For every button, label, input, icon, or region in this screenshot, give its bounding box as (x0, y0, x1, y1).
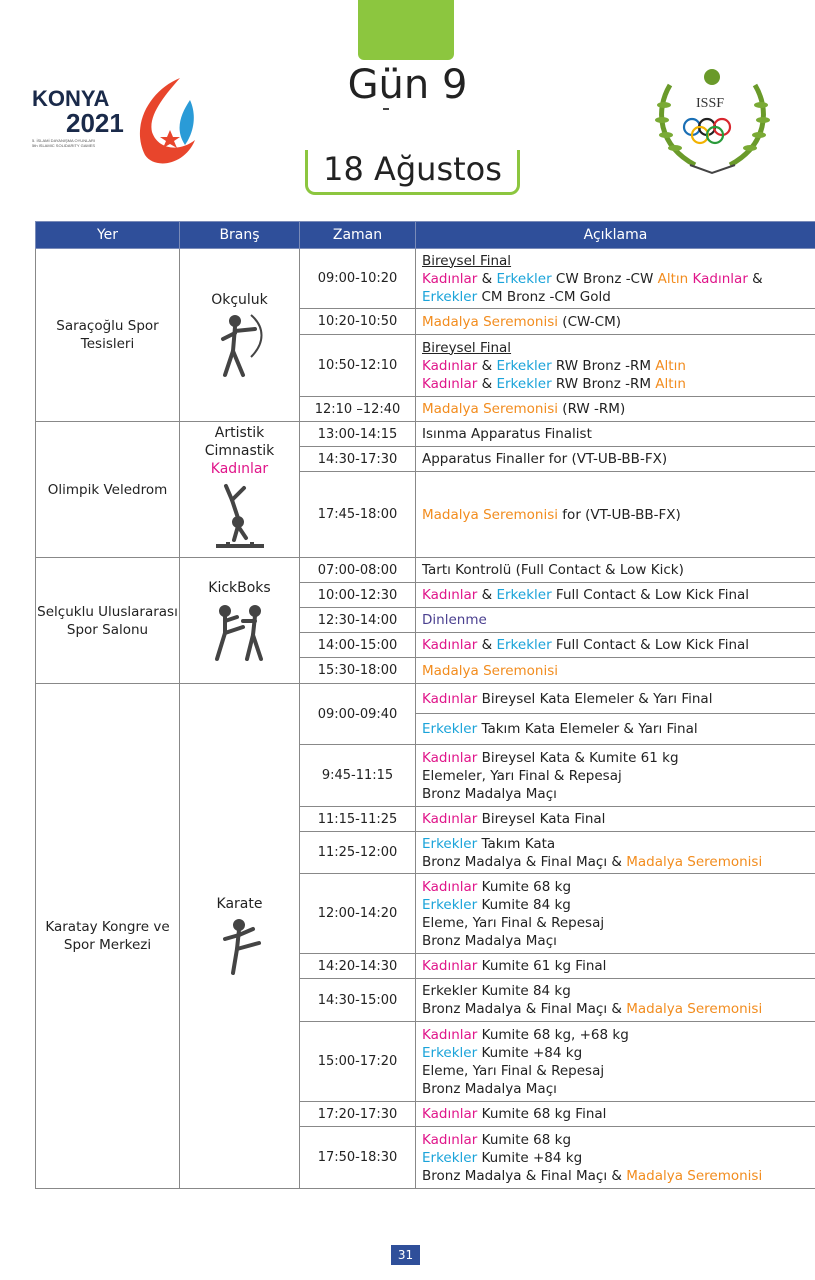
description-cell: Kadınlar Bireysel Kata Elemeler & Yarı Final (416, 684, 815, 714)
green-tab (358, 0, 454, 60)
time-cell: 13:00-14:15 (300, 422, 416, 447)
sport-cell (180, 684, 300, 1189)
sport-cell (180, 422, 300, 558)
desc-heading: Bireysel Final (422, 252, 512, 269)
time-cell: 09:00-09:40 (300, 684, 416, 745)
date-text: 18 Ağustos (323, 150, 502, 188)
desc-line: Kadınlar Bireysel Kata & Kumite 61 kg (422, 749, 679, 766)
schedule-table (35, 221, 815, 1189)
table-row (36, 249, 815, 309)
col-header-aciklama: Açıklama (416, 222, 815, 249)
desc-line: Eleme, Yarı Final & Repesaj (422, 1062, 605, 1079)
description-cell (416, 1127, 815, 1189)
logo-konya-text: KONYA (32, 86, 110, 111)
sport-name: Cimnastik (204, 443, 275, 459)
desc-line: Bronz Madalya & Final Maçı & Madalya Seremonisi (422, 1167, 763, 1184)
time-cell: 10:50-12:10 (300, 335, 416, 397)
description-cell: Isınma Apparatus Finalist (416, 422, 815, 447)
description-cell: Madalya Seremonisi for (VT-UB-BB-FX) (416, 472, 815, 558)
sport-cell (180, 558, 300, 684)
desc-line: Erkekler Takım Kata (422, 835, 556, 852)
time-cell: 9:45-11:15 (300, 745, 416, 807)
desc-line: Bronz Madalya & Final Maçı & Madalya Seremonisi (422, 1001, 763, 1017)
description-cell: Dinlenme (416, 608, 815, 633)
description-cell: Erkekler Takım Kata Elemeler & Yarı Final (416, 714, 815, 745)
time-cell: 12:00-14:20 (300, 874, 416, 954)
table-row (36, 422, 815, 447)
desc-line: Kadınlar Kumite 68 kg (422, 1131, 572, 1148)
desc-line: Erkekler Kumite +84 kg (422, 1044, 583, 1061)
venue-cell (36, 422, 180, 558)
col-header-yer: Yer (36, 222, 180, 249)
logo-year-text: 2021 (66, 108, 124, 138)
description-cell (416, 335, 815, 397)
sport-name: Karate (216, 896, 263, 912)
description-cell: Kadınlar & Erkekler Full Contact & Low Kick Final (416, 633, 815, 658)
description-cell (416, 249, 815, 309)
desc-line: Bronz Madalya & Final Maçı & Madalya Seremonisi (422, 853, 763, 870)
karate-icon (215, 917, 265, 977)
description-cell: Madalya Seremonisi (416, 658, 815, 684)
sport-name: Okçuluk (211, 292, 268, 308)
description-cell: Madalya Seremonisi (RW -RM) (416, 397, 815, 422)
divider-dash (383, 108, 389, 110)
table-row (36, 558, 815, 583)
description-cell (416, 832, 815, 874)
desc-line: Bronz Madalya Maçı (422, 932, 557, 949)
description-cell: Tartı Kontrolü (Full Contact & Low Kick) (416, 558, 815, 583)
description-cell (416, 874, 815, 954)
time-cell: 14:30-15:00 (300, 979, 416, 1022)
description-cell: Madalya Seremonisi (CW-CM) (416, 309, 815, 335)
time-cell: 11:15-11:25 (300, 807, 416, 832)
venue-name: Selçuklu Uluslararası Spor Salonu (37, 603, 178, 638)
description-cell (416, 1022, 815, 1102)
table-row (36, 684, 815, 714)
desc-line: Eleme, Yarı Final & Repesaj (422, 914, 605, 931)
time-cell: 17:45-18:00 (300, 472, 416, 558)
time-cell: 14:00-15:00 (300, 633, 416, 658)
time-cell: 14:20-14:30 (300, 954, 416, 979)
description-cell: Kadınlar Kumite 61 kg Final (416, 954, 815, 979)
konya-2021-logo (30, 70, 205, 170)
desc-line: Bronz Madalya Maçı (422, 1080, 557, 1097)
venue-cell (36, 249, 180, 422)
desc-line: Elemeler, Yarı Final & Repesaj (422, 767, 622, 784)
issf-text: ISSF (696, 96, 725, 111)
time-cell: 10:20-10:50 (300, 309, 416, 335)
time-cell: 07:00-08:00 (300, 558, 416, 583)
time-cell: 17:20-17:30 (300, 1102, 416, 1127)
sport-name: KickBoks (208, 579, 271, 596)
time-cell: 12:30-14:00 (300, 608, 416, 633)
desc-line: Kadınlar & Erkekler RW Bronz -RM Altın (422, 357, 686, 374)
col-header-zaman: Zaman (300, 222, 416, 249)
desc-line: Erkekler CM Bronz -CM Gold (422, 288, 611, 305)
time-cell: 10:00-12:30 (300, 583, 416, 608)
desc-line: Erkekler Kumite +84 kg (422, 1149, 583, 1166)
time-cell: 15:00-17:20 (300, 1022, 416, 1102)
page-number: 31 (391, 1245, 420, 1265)
venue-name: Karatay Kongre ve Spor Merkezi (45, 919, 170, 953)
time-cell: 12:10 –12:40 (300, 397, 416, 422)
sport-name: Artistik (214, 425, 265, 441)
time-cell: 14:30-17:30 (300, 447, 416, 472)
header-row (36, 222, 815, 249)
venue-cell (36, 558, 180, 684)
time-cell: 11:25-12:00 (300, 832, 416, 874)
gymnastics-icon (212, 482, 268, 552)
time-cell: 09:00-10:20 (300, 249, 416, 309)
desc-line: Kadınlar Kumite 68 kg (422, 878, 572, 895)
venue-cell (36, 684, 180, 1189)
time-cell: 15:30-18:00 (300, 658, 416, 684)
kickboxing-icon (209, 601, 271, 663)
description-cell: Kadınlar Kumite 68 kg Final (416, 1102, 815, 1127)
description-cell: Kadınlar & Erkekler Full Contact & Low Kick Final (416, 583, 815, 608)
logo-sub2: 5th ISLAMIC SOLIDARITY GAMES (32, 143, 96, 148)
desc-line: Bronz Madalya Maçı (422, 785, 557, 802)
day-title: Gün 9 (347, 62, 468, 108)
venue-name: Olimpik Veledrom (47, 481, 168, 498)
venue-name: Saraçoğlu Spor Tesisleri (56, 318, 159, 352)
col-header-brans: Branş (180, 222, 300, 249)
time-cell: 17:50-18:30 (300, 1127, 416, 1189)
date-banner (305, 150, 520, 198)
desc-line: Erkekler Kumite 84 kg (422, 983, 571, 999)
logo-sub1: 5. İSLAMİ DAYANIŞMA OYUNLARI (32, 138, 95, 143)
archery-icon (215, 313, 265, 379)
sport-category: Kadınlar (210, 461, 269, 477)
description-cell (416, 745, 815, 807)
description-cell (416, 979, 815, 1022)
desc-line: Kadınlar & Erkekler RW Bronz -RM Altın (422, 375, 686, 392)
desc-line: Kadınlar Kumite 68 kg, +68 kg (422, 1026, 629, 1043)
sport-cell (180, 249, 300, 422)
description-cell: Apparatus Finaller for (VT-UB-BB-FX) (416, 447, 815, 472)
desc-heading: Bireysel Final (422, 339, 512, 356)
issf-logo (650, 65, 775, 180)
desc-line: Kadınlar & Erkekler CW Bronz -CW Altın Kadınlar & (422, 270, 763, 287)
description-cell: Kadınlar Bireysel Kata Final (416, 807, 815, 832)
desc-line: Erkekler Kumite 84 kg (422, 896, 571, 913)
